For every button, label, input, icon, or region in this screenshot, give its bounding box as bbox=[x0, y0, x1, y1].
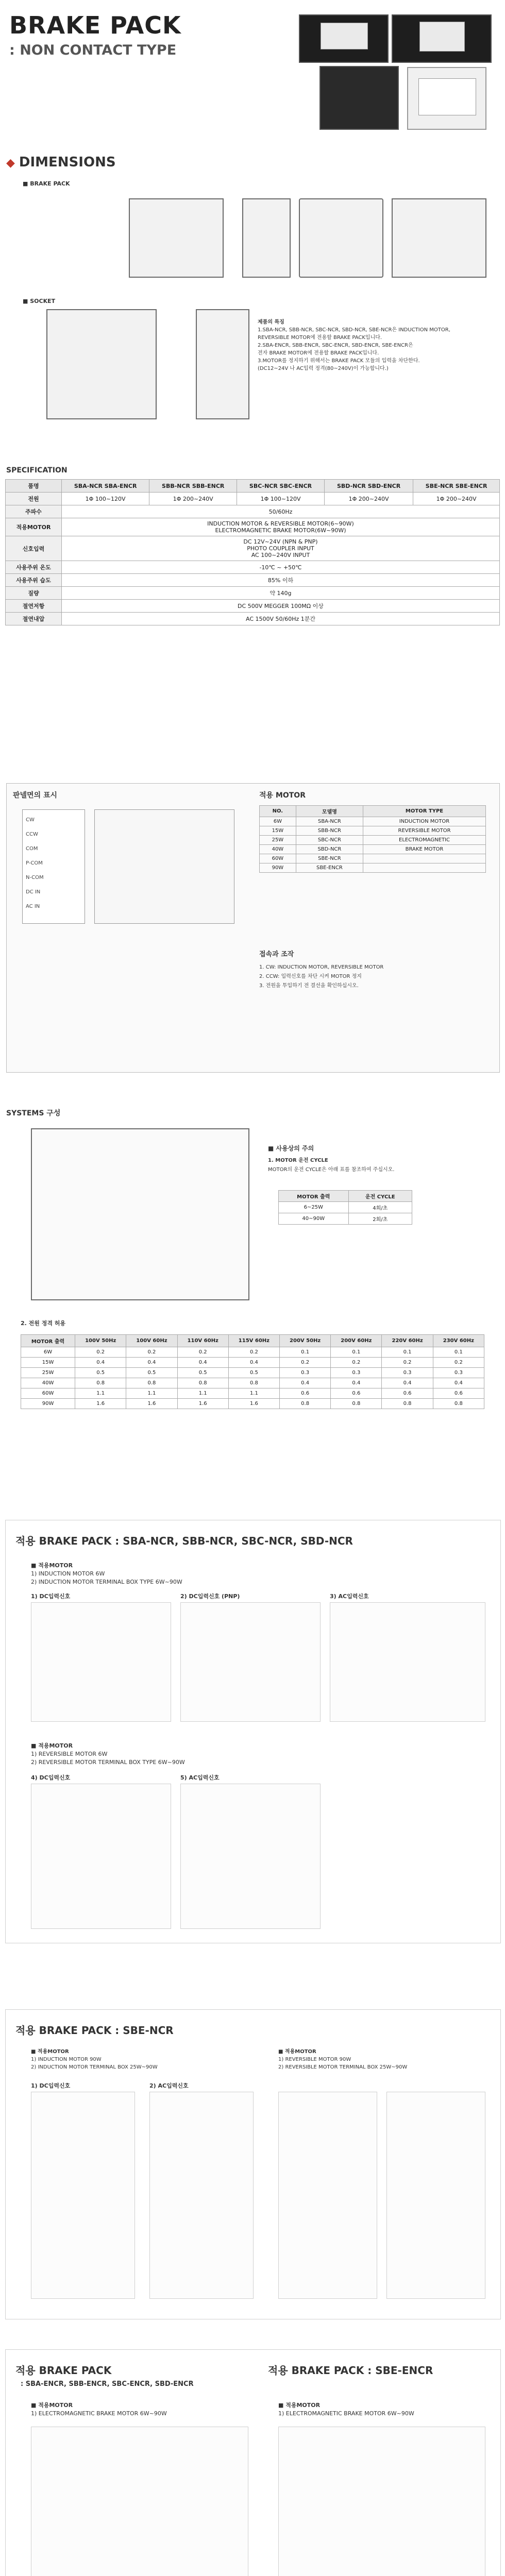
spec-cell: DC 500V MEGGER 100MΩ 이상 bbox=[62, 600, 500, 613]
terminal-diagram: CW CCW COM P-COM N-COM DC IN AC IN bbox=[22, 809, 85, 924]
page-subtitle: : NON CONTACT TYPE bbox=[9, 42, 177, 58]
brake1-heading: 적용 BRAKE PACK : SBA-NCR, SBB-NCR, SBC-NCR, SBD-NCR bbox=[15, 1535, 353, 1547]
spec-header-cell: SBB-NCR SBB-ENCR bbox=[149, 480, 237, 493]
connection-notes: 1. CW: INDUCTION MOTOR, REVERSIBLE MOTOR 2. CCW: 입력신호를 차단 시켜 MOTOR 정지 3. 전원을 투입하기 전 결선을 확인하십시오. bbox=[259, 964, 384, 989]
socket-drawing bbox=[46, 309, 157, 419]
caution-heading: ■ 사용상의 주의 bbox=[268, 1145, 314, 1152]
wiring-diagram-2 bbox=[180, 1602, 321, 1722]
product-photo-4 bbox=[407, 67, 486, 130]
spec-cell: INDUCTION MOTOR & REVERSIBLE MOTOR(6~90W) ELECTROMAGNETIC BRAKE MOTOR(6W~90W) bbox=[62, 518, 500, 536]
brake3-motor-label: ■ 적용MOTOR bbox=[31, 2402, 73, 2409]
wiring-diagram-5 bbox=[180, 1784, 321, 1929]
brake3-motor-line: 1) ELECTROMAGNETIC BRAKE MOTOR 6W~90W bbox=[278, 2410, 414, 2417]
spec-header-cell: SBD-NCR SBD-ENCR bbox=[324, 480, 413, 493]
wiring-diagram-9 bbox=[386, 2092, 485, 2299]
spec-table bbox=[5, 479, 500, 625]
brake2-heading: 적용 BRAKE PACK : SBE-NCR bbox=[15, 2024, 174, 2037]
current-table: MOTOR 출력 100V 50Hz 100V 60Hz 110V 60Hz 115V 60Hz 200V 50Hz 200V 60Hz 220V 60Hz 230V 60Hz 6W 0.2 0.2 0.2 0.2 0.1 0.1 0.1 0.1 15W 0.4 0.4 0.4 0.4 0.2 0.2 0.2 0.2 25W 0.5 0.5 0.5 0.5 0.3 0.3 0.3 0.3 40W 0.8 0.8 0.8 0.8 0.4 0.4 0.4 0.4 60W 1.1 1.1 1.1 1.1 0.6 0.6 0.6 0.6 90W 1.6 1.6 1.6 1.6 0.8 0.8 0.8 0.8 bbox=[21, 1334, 484, 1409]
spec-cell: 1Φ 100~120V bbox=[237, 493, 325, 505]
spec-row-label: 신호입력 bbox=[6, 536, 62, 561]
cycle-table: MOTOR 출력 운전 CYCLE 6~25W 4회/초 40~90W 2회/초 bbox=[278, 1190, 412, 1225]
wiring-diagram-1 bbox=[31, 1602, 171, 1722]
brake3-heading-right: 적용 BRAKE PACK : SBE-ENCR bbox=[268, 2364, 433, 2377]
feature-notes: 제품의 특징 1.SBA-NCR, SBB-NCR, SBC-NCR, SBD-NCR, SBE-NCR은 INDUCTION MOTOR, REVERSIBLE MOTOR에 전용할 BRAKE PACK입니다. 2.SBA-ENCR, SBB-ENCR, SBC-ENCR, SBD-ENCR, SBE-ENCR은 전자 BRAKE MOTOR에 전용할 BRAKE PACK입니다. 3.MOTOR를 정지하기 위해서는 BRAKE PACK 모듈의 입력을 차단한다. (DC12~24V 나 AC입력 정격(80~240V)이 가능합니다.) bbox=[258, 319, 450, 371]
brake-pack-label: ■ BRAKE PACK bbox=[23, 180, 70, 187]
diagram-label: 1) DC입력신호 bbox=[31, 2082, 71, 2089]
diagram-label: 4) DC입력신호 bbox=[31, 1774, 71, 1781]
brake2-right-motor: ■ 적용MOTOR 1) REVERSIBLE MOTOR 90W 2) REVERSIBLE MOTOR TERMINAL BOX 25W~90W bbox=[278, 2049, 408, 2070]
systems-heading: SYSTEMS 구성 bbox=[6, 1109, 61, 1117]
brake3-sub-left: : SBA-ENCR, SBB-ENCR, SBC-ENCR, SBD-ENCR bbox=[21, 2380, 194, 2388]
current-heading: 2. 전원 정격 허용 bbox=[21, 1320, 66, 1327]
brake3-motor-line: 1) ELECTROMAGNETIC BRAKE MOTOR 6W~90W bbox=[31, 2410, 167, 2417]
terminal-heading: 판넬면의 표시 bbox=[13, 791, 58, 800]
brake3-heading-left: 적용 BRAKE PACK bbox=[15, 2364, 112, 2377]
header bbox=[0, 0, 505, 134]
diagram-label: 2) DC입력신호 (PNP) bbox=[180, 1593, 240, 1600]
spec-row-label: 전원 bbox=[6, 493, 62, 505]
dimension-front bbox=[129, 198, 224, 278]
brake1-motor-line2: 1) REVERSIBLE MOTOR 6W bbox=[31, 1751, 108, 1757]
spec-cell: 1Φ 100~120V bbox=[62, 493, 149, 505]
dimension-back bbox=[392, 198, 486, 278]
spec-cell: 85% 이하 bbox=[62, 574, 500, 587]
dimension-top bbox=[299, 198, 383, 278]
spec-row-label: 절연저항 bbox=[6, 600, 62, 613]
specification-heading: SPECIFICATION bbox=[6, 466, 68, 474]
brake3-motor-label: ■ 적용MOTOR bbox=[278, 2402, 321, 2409]
spec-cell: 1Φ 200~240V bbox=[324, 493, 413, 505]
spec-cell: -10℃ ~ +50℃ bbox=[62, 561, 500, 574]
diagram-label: 2) AC입력신호 bbox=[149, 2082, 189, 2089]
systems-diagram bbox=[31, 1128, 249, 1300]
motor-table: NO. 모델명 MOTOR TYPE 6W SBA-NCR INDUCTION MOTOR 15W SBB-NCR REVERSIBLE MOTOR 25W SBC-NCR ELECTROMAGNETIC 40W SBD-NCR BRAKE MOTOR 60W SBE-NCR 90W SBE-ENCR bbox=[259, 805, 486, 873]
spec-cell: AC 1500V 50/60Hz 1분간 bbox=[62, 613, 500, 625]
page-title: BRAKE PACK bbox=[9, 11, 181, 39]
wiring-diagram-6 bbox=[31, 2092, 135, 2299]
caution-block: 1. MOTOR 운전 CYCLE MOTOR의 운전 CYCLE은 아래 표를 참조하여 주십시오. bbox=[268, 1158, 395, 1173]
brake2-left-motor: ■ 적용MOTOR 1) INDUCTION MOTOR 90W 2) INDUCTION MOTOR TERMINAL BOX 25W~90W bbox=[31, 2049, 158, 2070]
socket-side-drawing bbox=[196, 309, 249, 419]
wiring-diagram-4 bbox=[31, 1784, 171, 1929]
spec-header-cell: 품명 bbox=[6, 480, 62, 493]
diagram-label: 3) AC입력신호 bbox=[330, 1593, 369, 1600]
spec-header-cell: SBA-NCR SBA-ENCR bbox=[62, 480, 149, 493]
diamond-icon: ◆ bbox=[6, 157, 15, 170]
brake1-motor-line: 1) INDUCTION MOTOR 6W bbox=[31, 1570, 105, 1577]
product-photo-2 bbox=[392, 14, 492, 63]
wiring-diagram-3 bbox=[330, 1602, 485, 1722]
spec-cell: 1Φ 200~240V bbox=[149, 493, 237, 505]
diagram-label: 1) DC입력신호 bbox=[31, 1593, 71, 1600]
spec-header-cell: SBE-NCR SBE-ENCR bbox=[413, 480, 500, 493]
spec-cell: DC 12V~24V (NPN & PNP) PHOTO COUPLER INPUT AC 100~240V INPUT bbox=[62, 536, 500, 561]
spec-row-label: 사용주위 온도 bbox=[6, 561, 62, 574]
wiring-diagram-10 bbox=[31, 2427, 248, 2576]
spec-cell: 50/60Hz bbox=[62, 505, 500, 518]
product-photo-3 bbox=[319, 66, 399, 130]
diagram-label: 5) AC입력신호 bbox=[180, 1774, 220, 1781]
wiring-diagram-11 bbox=[278, 2427, 485, 2576]
product-photo-1 bbox=[299, 14, 389, 63]
spec-cell: 1Φ 200~240V bbox=[413, 493, 500, 505]
spec-row-label: 사용주위 습도 bbox=[6, 574, 62, 587]
brake1-motor-label: ■ 적용MOTOR bbox=[31, 1562, 73, 1569]
motor-heading: 적용 MOTOR bbox=[259, 791, 306, 800]
spec-cell: 약 140g bbox=[62, 587, 500, 600]
brake1-motor-label2: ■ 적용MOTOR bbox=[31, 1742, 73, 1749]
socket-label: ■ SOCKET bbox=[23, 298, 56, 304]
brake1-motor-line2: 2) REVERSIBLE MOTOR TERMINAL BOX TYPE 6W~90W bbox=[31, 1759, 185, 1766]
spec-row-label: 질량 bbox=[6, 587, 62, 600]
spec-row-label: 적용MOTOR bbox=[6, 518, 62, 536]
spec-row-label: 절연내압 bbox=[6, 613, 62, 625]
connection-heading: 접속과 조작 bbox=[259, 951, 294, 958]
brake1-motor-line: 2) INDUCTION MOTOR TERMINAL BOX TYPE 6W~90W bbox=[31, 1579, 182, 1585]
dimension-side bbox=[242, 198, 291, 278]
spec-row-label: 주파수 bbox=[6, 505, 62, 518]
wiring-diagram-7 bbox=[149, 2092, 254, 2299]
wiring-section bbox=[6, 783, 500, 1073]
wiring-diagram-8 bbox=[278, 2092, 377, 2299]
terminal-legend bbox=[94, 809, 234, 924]
spec-header-cell: SBC-NCR SBC-ENCR bbox=[237, 480, 325, 493]
dimensions-heading: ◆ DIMENSIONS bbox=[6, 155, 116, 170]
